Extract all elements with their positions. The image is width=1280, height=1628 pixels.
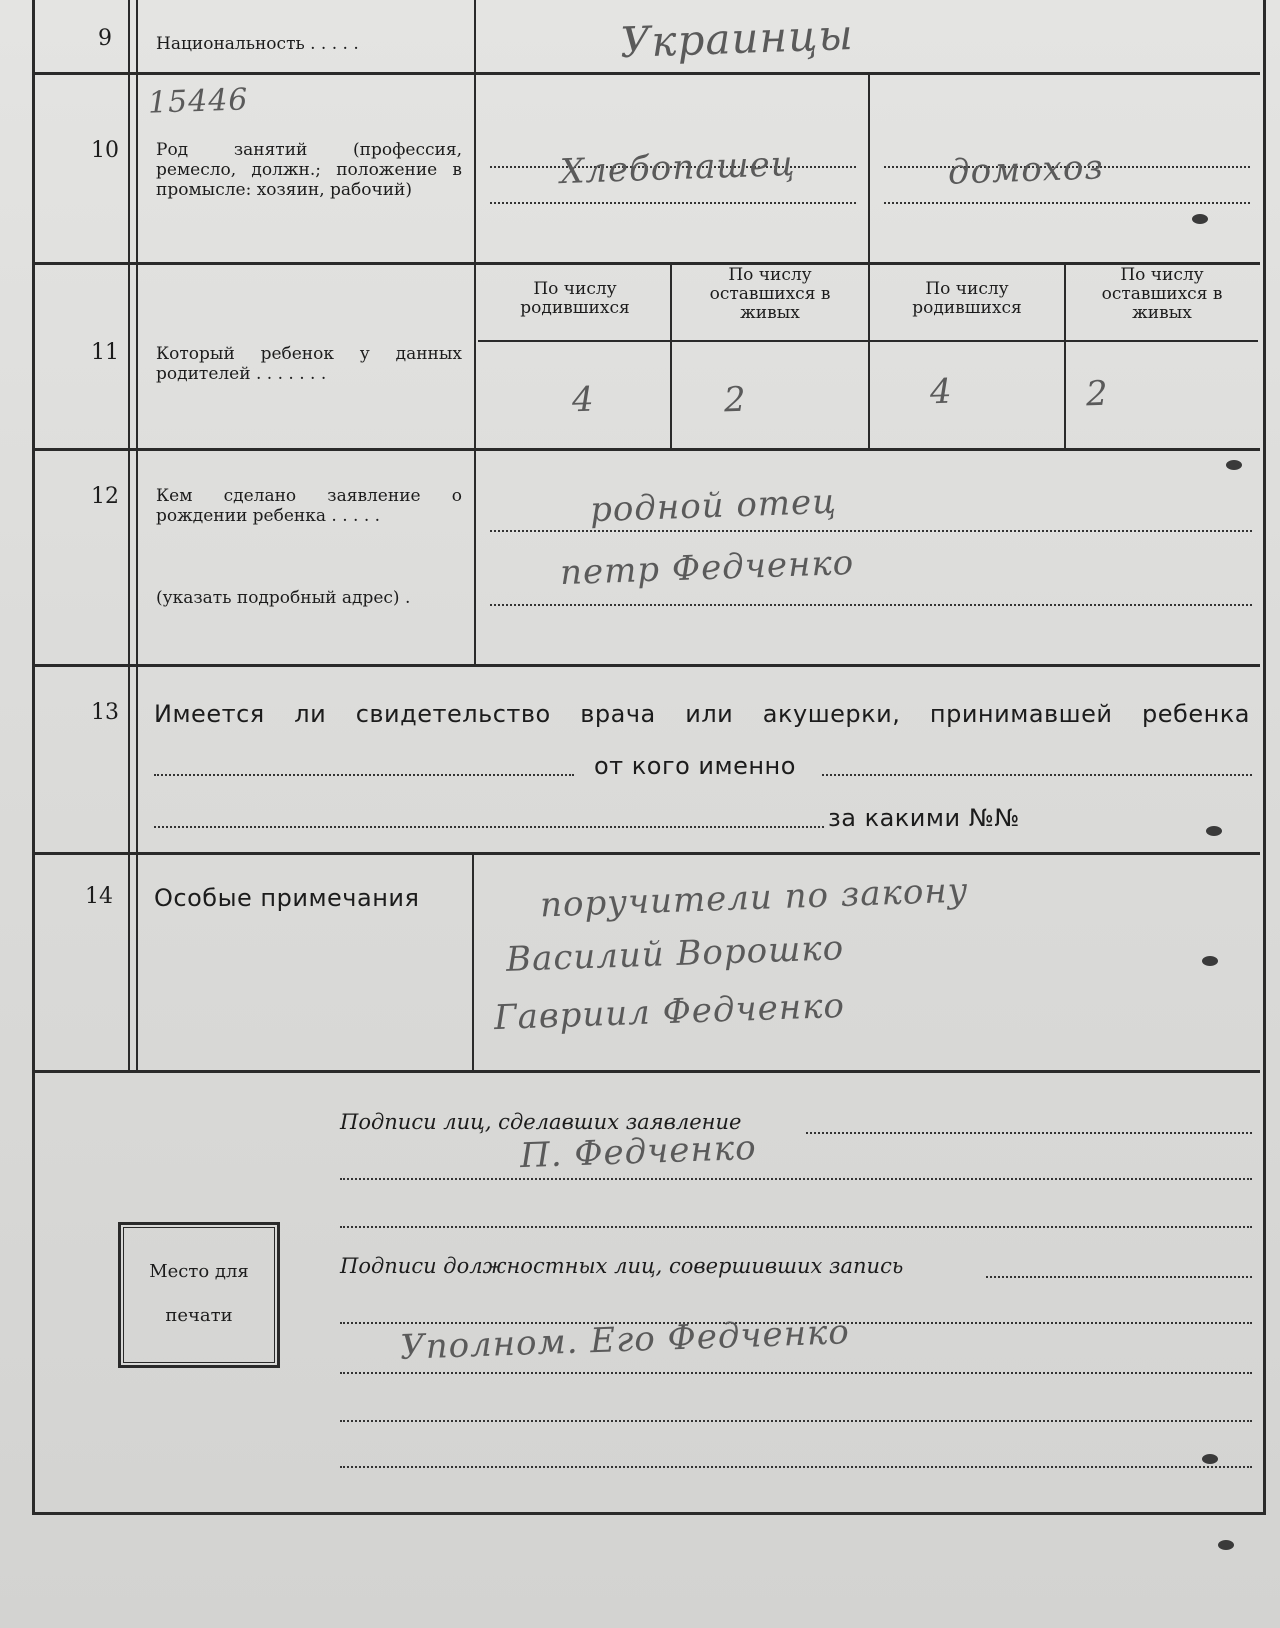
- dotted-line: [806, 1132, 1252, 1134]
- nationality-value: Украинцы: [619, 9, 855, 68]
- dotted-line: [884, 202, 1250, 204]
- dotted-line: [340, 1372, 1252, 1374]
- parent-column-border: [868, 72, 870, 448]
- mother-alive-count: 2: [1085, 373, 1110, 415]
- row-number: 9: [98, 26, 112, 51]
- dotted-line: [490, 530, 1252, 532]
- row-divider: [32, 72, 1260, 75]
- stamp-label-line-1: Место для: [149, 1261, 249, 1282]
- subheader-divider: [478, 340, 1258, 342]
- subcolumn-border: [670, 262, 672, 448]
- remarks-label: Особые примечания: [154, 884, 420, 912]
- alive-header: По числу оставшихся в живых: [709, 265, 831, 323]
- binding-hole: [1192, 214, 1208, 224]
- dotted-line: [340, 1420, 1252, 1422]
- applicants-signature-label: Подписи лиц, сделавших заявление: [340, 1110, 742, 1134]
- remarks-line-3: Гавриил Федченко: [493, 985, 846, 1039]
- binding-hole: [1202, 956, 1218, 966]
- mother-occupation-value: домохоз: [947, 147, 1105, 193]
- row-divider: [32, 262, 1260, 265]
- nationality-label: Национальность . . . . .: [156, 34, 359, 54]
- remarks-line-2: Василий Ворошко: [505, 928, 845, 980]
- label-column-border: [474, 0, 476, 664]
- binding-hole: [1206, 826, 1222, 836]
- dotted-line: [154, 826, 824, 828]
- alive-header: По числу оставшихся в живых: [1101, 265, 1223, 323]
- born-header: По числу родившихся: [912, 279, 1022, 318]
- from-whom-label: от кого именно: [594, 752, 796, 780]
- certificate-question: Имеется ли свидетельство врача или акушерки, принимавшей ребенка: [154, 700, 1250, 728]
- mother-born-count: 4: [929, 371, 954, 413]
- subcolumn-border: [1064, 262, 1066, 448]
- father-alive-count: 2: [723, 379, 748, 421]
- occupation-label: Род занятий (профессия, ремесло, должн.; положение в промысле: хозяин, рабочий): [156, 140, 462, 200]
- dotted-line: [340, 1178, 1252, 1180]
- binding-hole: [1218, 1540, 1234, 1550]
- dotted-line: [822, 774, 1252, 776]
- row-divider: [32, 448, 1260, 451]
- dotted-line: [490, 604, 1252, 606]
- address-label: (указать подробный адрес) .: [156, 588, 411, 608]
- binding-hole: [1226, 460, 1242, 470]
- father-occupation-value: Хлебопашец: [559, 143, 797, 193]
- applicant-value: родной отец: [589, 481, 838, 531]
- row-number: 13: [91, 700, 119, 725]
- stamp-placeholder-box: [118, 1222, 280, 1368]
- born-header: По числу родившихся: [520, 279, 630, 318]
- applicant-label: Кем сделано заявление о рождении ребенка . . . . .: [156, 486, 462, 526]
- dotted-line: [986, 1276, 1252, 1278]
- row-number: 14: [85, 884, 113, 909]
- handwritten-note: 15446: [147, 82, 250, 121]
- father-born-count: 4: [571, 379, 596, 421]
- dotted-line: [340, 1226, 1252, 1228]
- row-divider: [32, 664, 1260, 667]
- child-order-label: Который ребенок у данных родителей . . . . . . .: [156, 344, 462, 384]
- label-column-border: [472, 852, 474, 1070]
- row-number: 11: [91, 340, 119, 365]
- remarks-line-1: поручители по закону: [539, 870, 970, 926]
- dotted-line: [340, 1466, 1252, 1468]
- row-divider: [32, 852, 1260, 855]
- dotted-line: [154, 774, 574, 776]
- official-signature: Уполном. Его Федченко: [399, 1312, 851, 1368]
- dotted-line: [490, 202, 856, 204]
- applicant-name-value: петр Федченко: [559, 542, 855, 594]
- binding-hole: [1202, 1454, 1218, 1464]
- row-number: 10: [91, 138, 119, 163]
- row-divider: [32, 1070, 1260, 1073]
- row-number: 12: [91, 484, 119, 509]
- stamp-label-line-2: печати: [165, 1305, 233, 1326]
- officials-signature-label: Подписи должностных лиц, совершивших запись: [340, 1254, 904, 1278]
- numbers-label: за какими №№: [828, 804, 1020, 832]
- applicant-signature: П. Федченко: [519, 1127, 758, 1177]
